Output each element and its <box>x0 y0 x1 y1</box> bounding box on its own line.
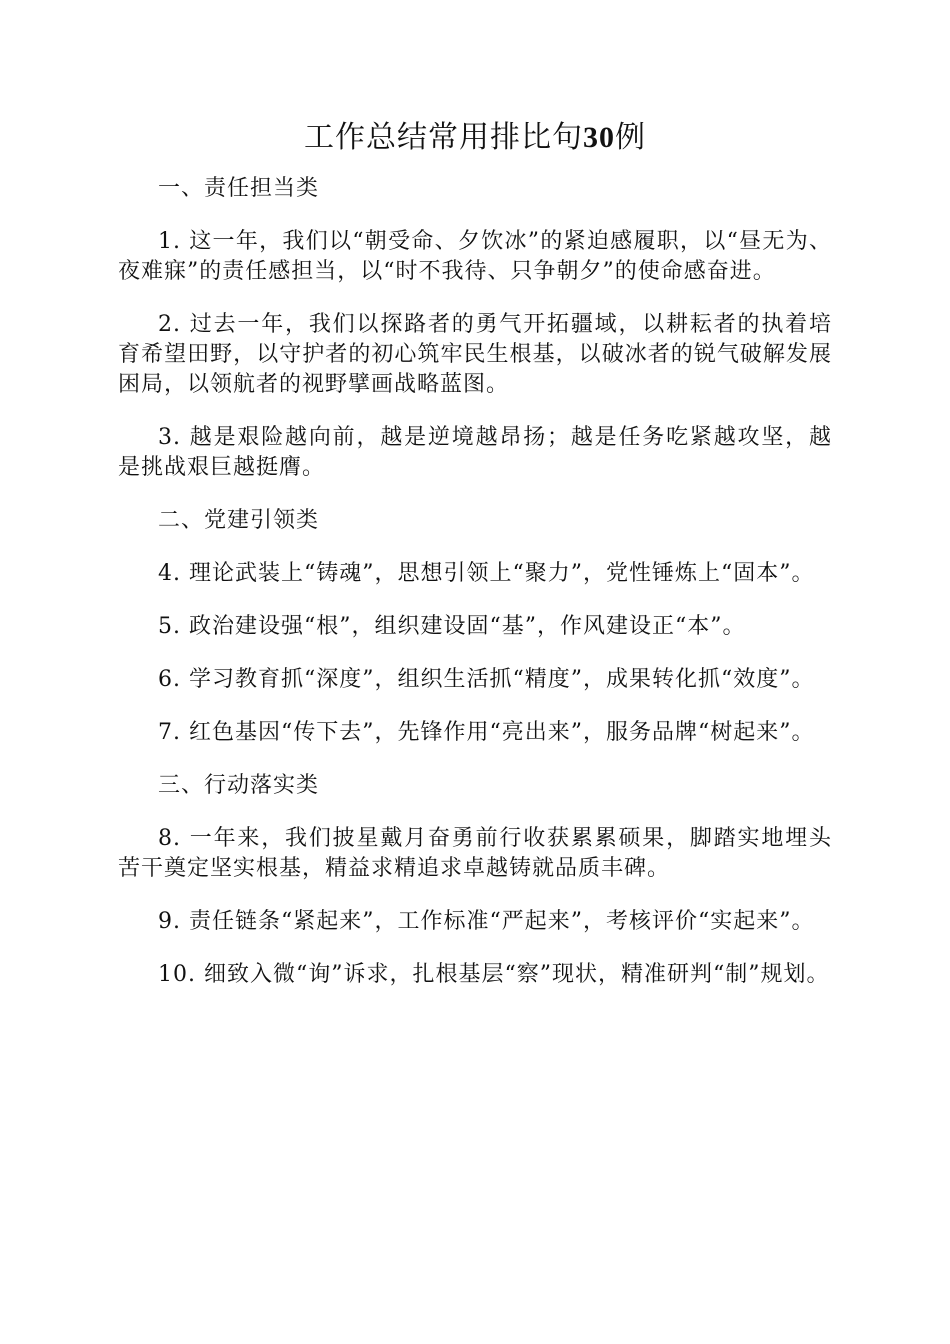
paragraph-6: 6. 学习教育抓“深度”，组织生活抓“精度”，成果转化抓“效度”。 <box>158 667 815 692</box>
paragraph-1: 1. 这一年，我们以“朝受命、夕饮冰”的紧迫感履职，以“昼无为、夜难寐”的责任感担当，以“时不我待、只争朝夕”的使命感奋进。 <box>118 229 832 284</box>
section-heading-implementation: 三、行动落实类 <box>158 773 320 798</box>
paragraph-9: 9. 责任链条“紧起来”，工作标准“严起来”，考核评价“实起来”。 <box>158 909 815 934</box>
paragraph-8: 8. 一年来，我们披星戴月奋勇前行收获累累硕果，脚踏实地埋头苦干奠定坚实根基，精益求精追求卓越铸就品质丰碑。 <box>118 826 832 881</box>
paragraph-3: 3. 越是艰险越向前，越是逆境越昂扬；越是任务吃紧越攻坚，越是挑战艰巨越挺膺。 <box>118 425 832 480</box>
paragraph-2: 2. 过去一年，我们以探路者的勇气开拓疆域，以耕耘者的执着培育希望田野，以守护者的初心筑牢民生根基，以破冰者的锐气破解发展困局，以领航者的视野擘画战略蓝图。 <box>118 312 832 397</box>
paragraph-5: 5. 政治建设强“根”，组织建设固“基”，作风建设正“本”。 <box>158 614 746 639</box>
paragraph-10: 10. 细致入微“询”诉求，扎根基层“察”现状，精准研判“制”规划。 <box>158 962 830 987</box>
paragraph-7: 7. 红色基因“传下去”，先锋作用“亮出来”，服务品牌“树起来”。 <box>158 720 815 745</box>
title-suffix: 例 <box>615 120 646 155</box>
title-text: 工作总结常用排比句 <box>304 120 583 155</box>
title-number: 30 <box>583 121 615 154</box>
paragraph-4: 4. 理论武装上“铸魂”，思想引领上“聚力”，党性锤炼上“固本”。 <box>158 561 815 586</box>
section-heading-party-building: 二、党建引领类 <box>158 508 320 533</box>
section-heading-responsibility: 一、责任担当类 <box>158 176 320 201</box>
document-title <box>118 116 832 160</box>
